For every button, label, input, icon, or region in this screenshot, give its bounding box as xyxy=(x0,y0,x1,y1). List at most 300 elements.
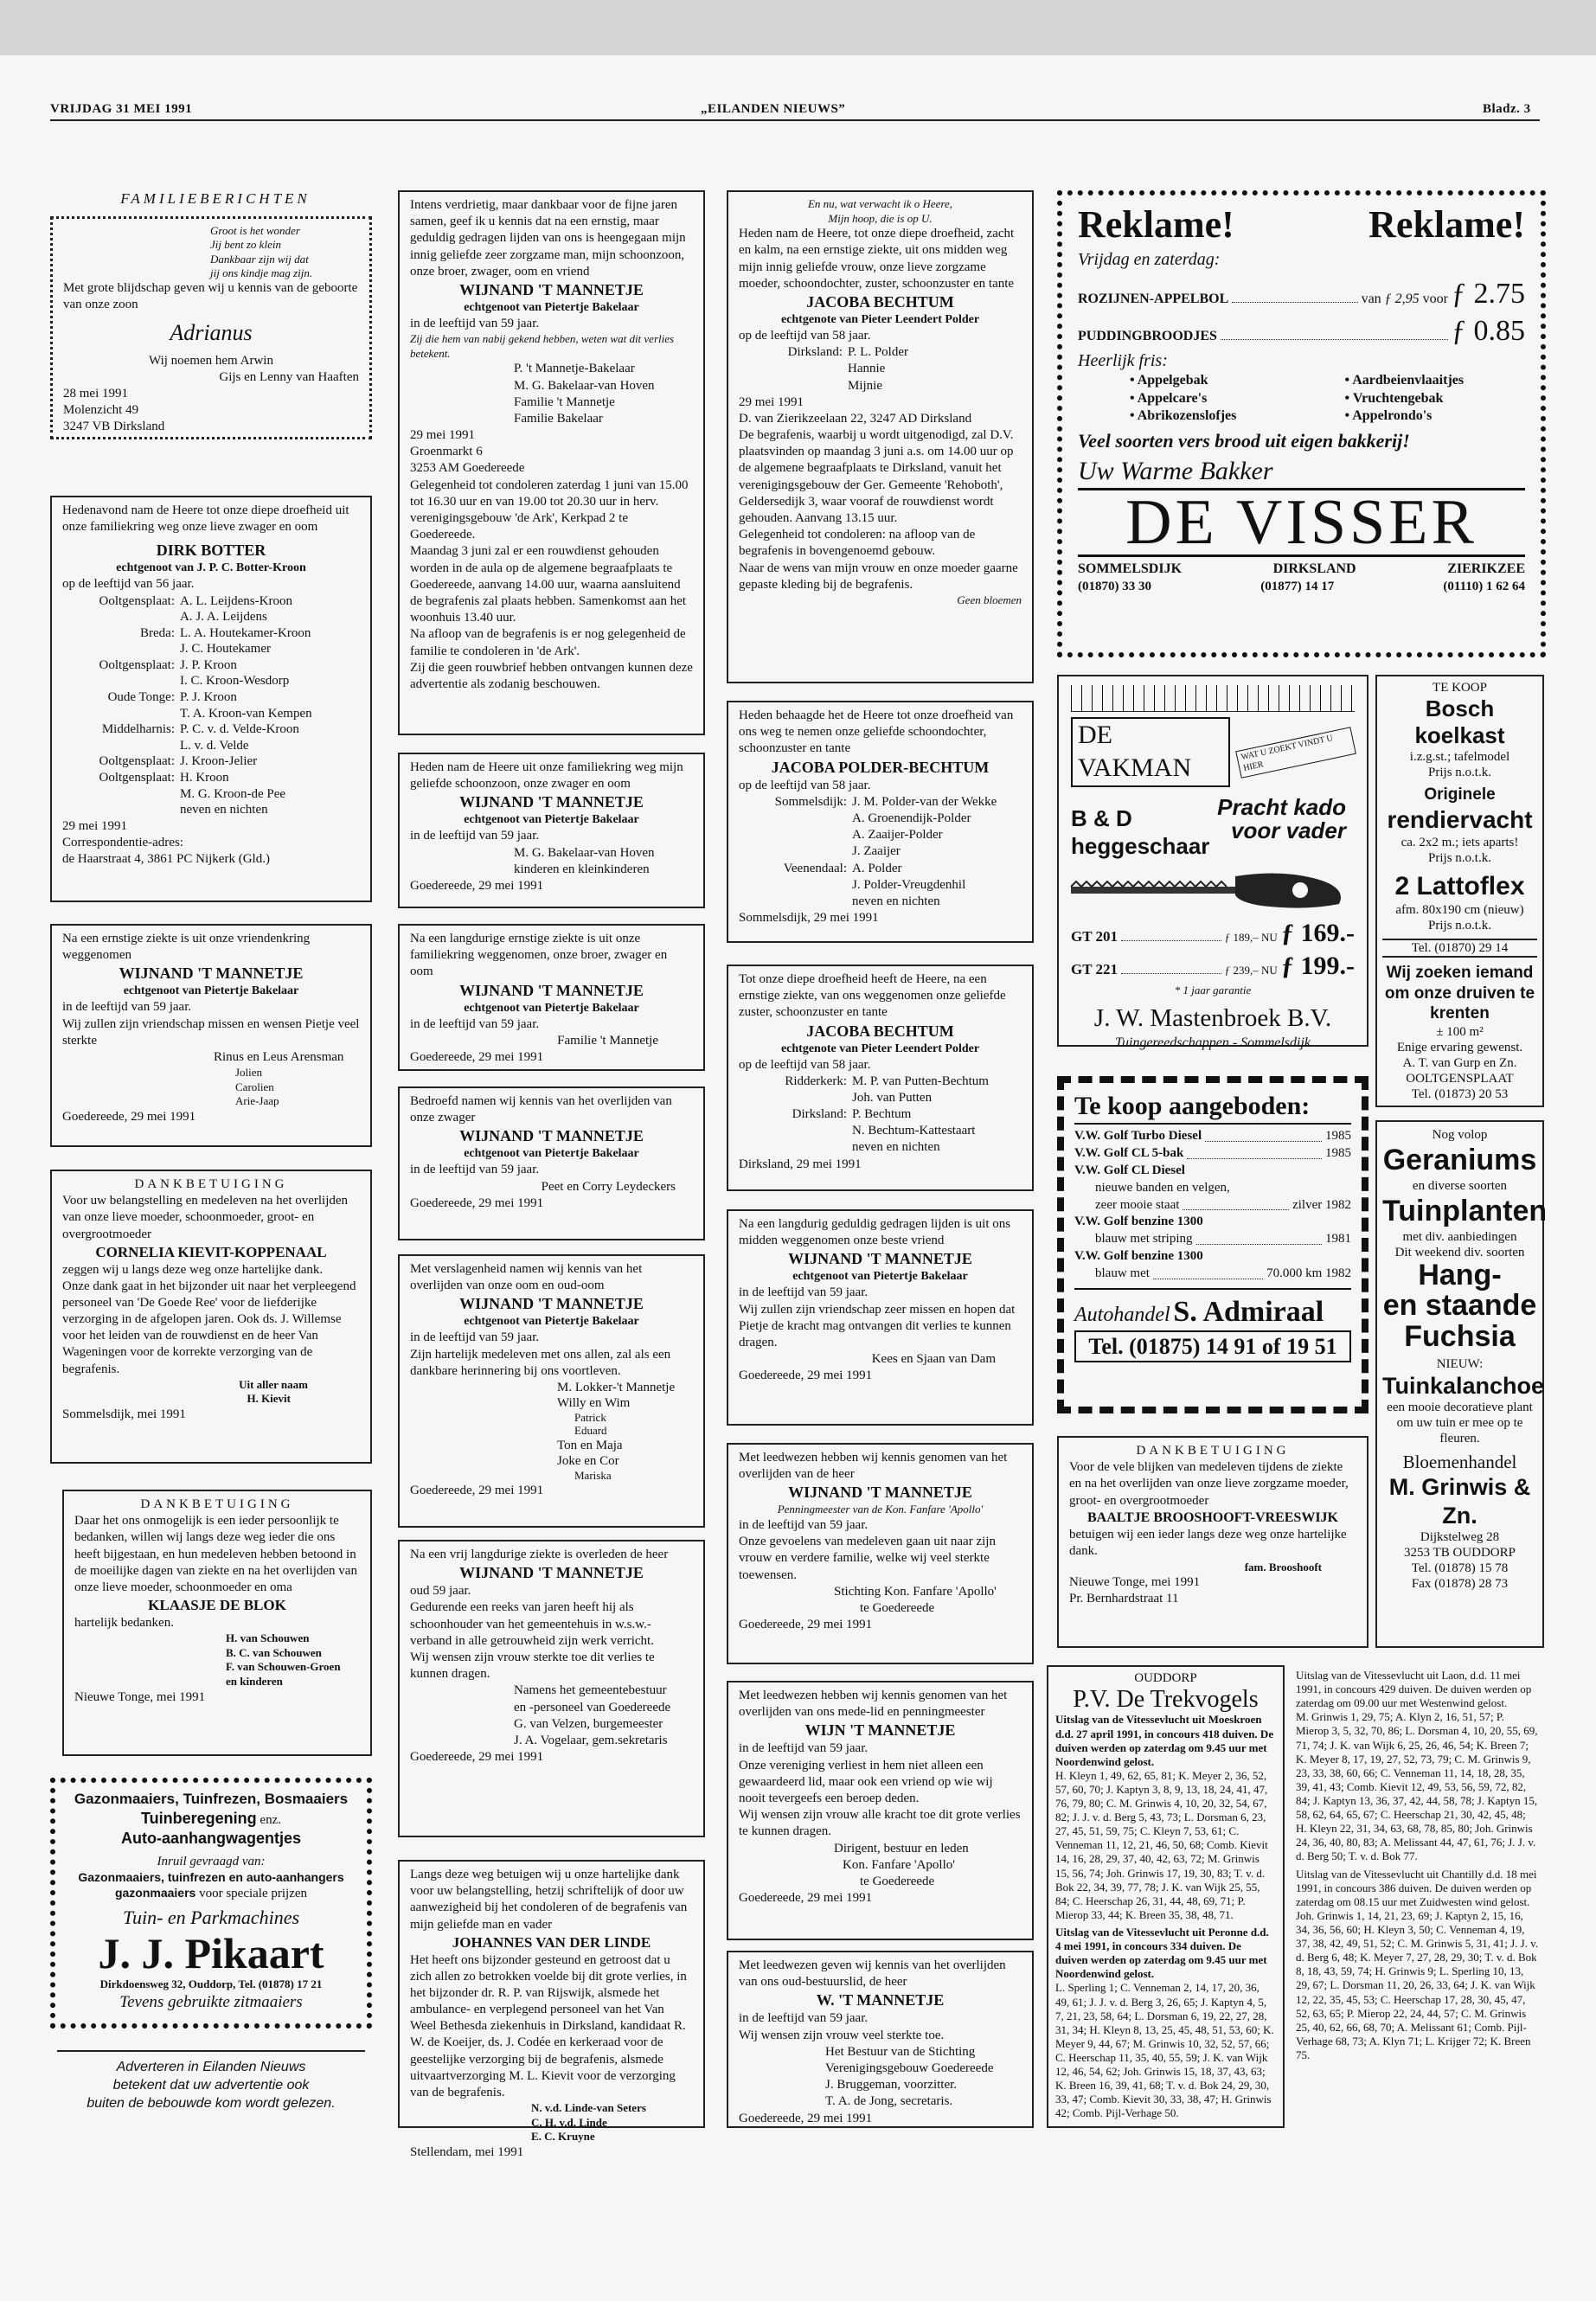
relative-place: Sommelsdijk: xyxy=(774,794,847,809)
obituary-text: Wij zullen zijn vriendschap zeer missen en hopen dat Pietje de kracht mag ontvangen dit verlies te kunnen dragen. xyxy=(739,1302,1016,1349)
relative-row xyxy=(62,786,360,803)
relative-names: A. L. Leijdens-Kroon xyxy=(180,593,292,608)
obituary-address: 3253 AM Goedereede xyxy=(410,461,525,476)
deceased-spouse: echtgenoot van Pietertje Bakelaar xyxy=(464,1147,639,1161)
relative-place: Ooltgensplaat: xyxy=(99,657,175,672)
birth-address: 3247 VB Dirksland xyxy=(63,420,165,434)
obituary-text: Zij die geen rouwbrief hebben ontvangen kunnen deze advertentie als zodanig beschouwen. xyxy=(410,660,693,691)
header-rule xyxy=(50,119,1540,121)
pastry-item: Appelcare's xyxy=(1137,390,1208,406)
ad-brand: J. J. Pikaart xyxy=(98,1929,324,1978)
obituary-intro: Bedroefd namen wij kennis van het overlijden van onze zwager xyxy=(410,1094,672,1125)
signature: Patrick xyxy=(574,1410,606,1424)
ad-admiraal xyxy=(1057,1076,1368,1413)
product-price: ƒ 2.75 xyxy=(1452,277,1525,310)
relative-row xyxy=(62,657,360,674)
ad-grinwis xyxy=(1375,1120,1548,1648)
ad-phone: Tel. (01878) 15 78 xyxy=(1411,1561,1509,1576)
ad-reklame: Reklame! xyxy=(1078,203,1234,246)
deceased-spouse: echtgenoot van Pietertje Bakelaar xyxy=(464,813,639,827)
ad-product: 2 Lattoflex xyxy=(1394,871,1525,901)
relative-place xyxy=(62,802,180,818)
pastry-item: Appelgebak xyxy=(1137,373,1208,388)
car-listing xyxy=(1074,1214,1351,1231)
race-heading: Uitslag van de Vitessevlucht uit Chantilly d.d. 18 mei 1991, in concours 386 duiven. De duiven werden op zaterdag om 08.15 uur met Zuidwesten wind gelost. xyxy=(1296,1867,1537,1908)
ad-product: Tuinplanten xyxy=(1382,1194,1548,1227)
signature: Ton en Maja xyxy=(557,1439,623,1453)
relative-row xyxy=(62,641,360,657)
dot-leader xyxy=(1196,1231,1323,1245)
obituary-intro: Met leedwezen geven wij kennis van het overlijden van ons oud-bestuurslid, de heer xyxy=(739,1958,1006,1990)
deceased-spouse: echtgenote van Pieter Leendert Polder xyxy=(780,313,980,327)
ad-product: Bosch koelkast xyxy=(1414,695,1505,749)
obituary-quote: Zij die hem van nabij gekend hebben, weten wat dit verlies betekent. xyxy=(410,332,675,360)
ad-line: ca. 2x2 m.; iets aparts! xyxy=(1401,835,1519,849)
ad-line: met div. aanbiedingen xyxy=(1402,1229,1517,1244)
relative-names: A. Polder xyxy=(852,861,902,875)
model-name: GT 201 xyxy=(1071,927,1118,945)
deceased-spouse: echtgenoot van J. P. C. Botter-Kroon xyxy=(116,561,306,575)
obituary-intro: Heden nam de Heere uit onze familiekring weg mijn geliefde schoonzoon, onze zwager en oom xyxy=(410,760,683,792)
obituary-address: Groenmarkt 6 xyxy=(410,445,483,459)
obituary-note: Geen bloemen xyxy=(957,593,1022,606)
deceased-name: WIJNAND 'T MANNETJE xyxy=(459,981,644,999)
obituary-intro: Intens verdrietig, maar dankbaar voor de fijne jaren samen, geef ik u kennis dat na een ernstig, maar geduldig gedragen lijden van ons is heengegaan mijn innig geliefde zeer zorgzame man, mijn schoonzoon, onze broer, zwager, oom en vriend xyxy=(410,198,686,279)
car-name: V.W. Golf CL Diesel xyxy=(1074,1163,1185,1177)
signature: Willy en Wim xyxy=(557,1395,631,1410)
relative-place xyxy=(739,1123,852,1139)
store-location: DIRKSLAND xyxy=(1272,561,1356,577)
relative-names: neven en nichten xyxy=(852,894,940,908)
obituary-footer: Goedereede, 29 mei 1991 xyxy=(739,1368,873,1383)
ad-de-visser: Reklame! Reklame! Vrijdag en zaterdag: ROZIJNEN-APPELBOL van ƒ 2,95 voor ƒ 2.75 PUDDINGBROODJES ƒ 0.85 Heerlijk fris: • Appelgebak • Appelcare's • Abrikozenslofjes • Aardbeienvlaaitjes • Vruchtengebak • Appelrondo's Veel soorten vers brood uit eigen bakkerij! Uw Warme Bakker DE VISSER SOMMELSDIJK DIRKSLAND ZIERIKZEE (01870) 33 30 (01877) 14 17 (01110) 1 62 64 xyxy=(1057,190,1546,657)
club-name: P.V. De Trekvogels xyxy=(1073,1685,1259,1713)
relative-names: A. Zaaijer-Polder xyxy=(852,828,943,843)
ad-line: Bloemenhandel xyxy=(1402,1452,1517,1473)
obituary-footer: Goedereede, 29 mei 1991 xyxy=(410,1049,544,1064)
ad-line: voor speciale prijzen xyxy=(199,1887,308,1901)
ad-line: Wij zoeken iemand om onze druiven te krenten xyxy=(1384,963,1535,1023)
relative-names: T. A. Kroon-van Kempen xyxy=(180,706,312,721)
car-name: V.W. Golf Turbo Diesel xyxy=(1074,1129,1202,1144)
obituary-text: Onze vereniging verliest in hem niet alleen een gewaardeerd lid, maar ook een vriend op wie wij nooit tevergeefs een beroep deden. xyxy=(739,1758,993,1805)
car-listing xyxy=(1074,1231,1351,1248)
relative-place xyxy=(739,1090,852,1106)
thanks-text: Voor de vele blijken van medeleven tijdens de ziekte en na het overlijden van onze lieve zorgzame moeder, groot- en overgrootmoeder xyxy=(1069,1460,1349,1508)
thanks-title: DANKBETUIGING xyxy=(134,1177,288,1191)
thanks-address: Nieuwe Tonge, mei 1991 xyxy=(1069,1575,1201,1590)
car-name: V.W. Golf benzine 1300 xyxy=(1074,1248,1203,1263)
deceased-name: WIJNAND 'T MANNETJE xyxy=(788,1484,972,1502)
signature: en kinderen xyxy=(226,1674,283,1688)
car-name: V.W. Golf CL 5-bak xyxy=(1074,1146,1184,1161)
old-price: ƒ 189,– NU xyxy=(1224,930,1278,944)
ad-address: Dijkstelweg 28 xyxy=(1420,1530,1500,1545)
birth-nickname: Wij noemen hem Arwin xyxy=(149,353,273,368)
obituary-intro: Hedenavond nam de Heere tot onze diepe droefheid uit onze familiekring weg onze lieve zwager en oom xyxy=(62,503,349,535)
obituary-text: Maandag 3 juni zal er een rouwdienst gehouden worden in de aula op de algemene begraafplaats te Goedereede, aanvang 14.00 uur, waarna aansluitend de begrafenis zal plaats hebben. Samenkomst aan het woonhuis 13.40 uur. xyxy=(410,544,687,625)
obituary-wijnand-6 xyxy=(398,1540,705,1837)
obituary-bechtum-2 xyxy=(727,701,1034,943)
ad-line: B & D xyxy=(1071,804,1132,831)
relative-names: N. Bechtum-Kattestaart xyxy=(852,1124,976,1138)
section-title: FAMILIEBERICHTEN xyxy=(120,190,311,207)
deceased-age: in de leeftijd van 59 jaar. xyxy=(739,1285,869,1300)
relative-names: L. A. Houtekamer-Kroon xyxy=(180,625,311,640)
ad-pikaart xyxy=(50,1778,372,2029)
relative-names: M. P. van Putten-Bechtum xyxy=(852,1074,989,1088)
relative-names: M. G. Kroon-de Pee xyxy=(180,786,286,801)
signature: Familie 't Mannetje xyxy=(514,394,615,409)
deceased-age: op de leeftijd van 58 jaar. xyxy=(739,778,871,792)
obituary-intro: Na een langdurig geduldig gedragen lijden is uit ons midden weggenomen onze beste vriend xyxy=(739,1217,1011,1248)
deceased-name: JACOBA POLDER-BECHTUM xyxy=(771,758,990,776)
signature: Verenigingsgebouw Goedereede xyxy=(825,2061,994,2075)
relative-names: P. J. Kroon xyxy=(180,690,237,705)
product-price: ƒ 169.- xyxy=(1281,918,1355,947)
dot-leader xyxy=(1185,1163,1351,1180)
signature: Het Bestuur van de Stichting xyxy=(825,2044,976,2059)
relative-names: P. C. v. d. Velde-Kroon xyxy=(180,722,299,737)
ad-line: Heerlijk fris: xyxy=(1078,350,1168,370)
signature: Peet en Corry Leydeckers xyxy=(541,1179,676,1194)
ad-line: Tuingereedschappen - Sommelsdijk xyxy=(1114,1035,1311,1051)
obituary-botter xyxy=(50,496,372,902)
relative-place xyxy=(739,827,852,843)
family-member: Mijnie xyxy=(848,378,882,393)
poem-line: jij ons kindje mag zijn. xyxy=(210,266,313,279)
obituary-date: 29 mei 1991 xyxy=(62,818,127,833)
signature: P. 't Mannetje-Bakelaar xyxy=(514,362,635,376)
signature: H. Kievit xyxy=(247,1392,291,1406)
ad-line: Uw Warme Bakker xyxy=(1078,456,1273,485)
relative-row xyxy=(739,894,1022,910)
relative-place: Ooltgensplaat: xyxy=(99,754,175,769)
race-heading: Uitslag van de Vitessevlucht uit Laon, d.d. 11 mei 1991, in concours 429 duiven. De duiven werden op zaterdag om 09.00 uur met Westenwind gelost. xyxy=(1296,1669,1532,1710)
obituary-intro: Met leedwezen hebben wij kennis genomen van het overlijden van ons mede-lid en penningmeester xyxy=(739,1689,1008,1720)
relative-names: I. C. Kroon-Wesdorp xyxy=(180,674,290,689)
obituary-wijnand-10 xyxy=(727,1951,1034,2128)
signature: kinderen en kleinkinderen xyxy=(514,862,650,876)
deceased-age: in de leeftijd van 59 jaar. xyxy=(410,1163,540,1177)
deceased-age: oud 59 jaar. xyxy=(410,1584,471,1599)
ad-line: Prijs n.o.t.k. xyxy=(1428,918,1491,933)
obituary-intro: Na een langdurige ernstige ziekte is uit onze familiekring weggenomen, onze broer, zwager en oom xyxy=(410,932,668,979)
relative-place xyxy=(62,609,180,625)
pigeon-club-results-1 xyxy=(1047,1665,1285,2128)
poem-line: Groot is het wonder xyxy=(210,224,300,237)
ad-line: Vrijdag en zaterdag: xyxy=(1078,250,1221,269)
obituary-text: Na afloop van de begrafenis is er nog gelegenheid de familie te condoleren in 'de Ark'. xyxy=(410,627,686,658)
thanks-footer: Nieuwe Tonge, mei 1991 xyxy=(74,1689,206,1704)
car-listing xyxy=(1074,1145,1351,1163)
car-name: zeer mooie staat xyxy=(1095,1197,1180,1212)
relative-place xyxy=(739,1139,852,1156)
obituary-wijnand-9 xyxy=(727,1681,1034,1940)
deceased-age: in de leeftijd van 59 jaar. xyxy=(62,1000,192,1015)
relative-row xyxy=(62,721,360,738)
ad-line: Autohandel xyxy=(1074,1303,1170,1326)
signature: B. C. van Schouwen xyxy=(226,1645,322,1659)
signature: Familie Bakelaar xyxy=(514,411,603,426)
car-name: nieuwe banden en velgen, xyxy=(1095,1180,1230,1195)
obituary-footer: Goedereede, 29 mei 1991 xyxy=(410,1750,544,1765)
obituary-footer: Goedereede, 29 mei 1991 xyxy=(739,1891,873,1906)
deceased-name: WIJNAND 'T MANNETJE xyxy=(459,1127,644,1145)
obituary-text: Gelegenheid tot condoleren zaterdag 1 juni van 15.00 tot 16.30 uur en van 19.00 tot 20.30 uur in herv. verenigingsgebouw 'de Ark', Kerkpad 2 te Goedereede. xyxy=(410,478,689,542)
birth-address: Molenzicht 49 xyxy=(63,403,139,418)
car-year: 1981 xyxy=(1325,1232,1351,1247)
obituary-footer: Goedereede, 29 mei 1991 xyxy=(410,1483,544,1497)
ad-mastenbroek xyxy=(1057,675,1368,1051)
race-results: H. Kleyn 1, 49, 62, 65, 81; K. Meyer 2, 36, 52, 57, 60, 70; J. Kaptyn 3, 8, 9, 13, 18, 24, 41, 47, 76, 79, 80; C. M. Grinwis 4, 10, 20, 32, 54, 67, 82; J. J. v. d. Berg 5, 43, 73; L. Dorsman 6, 23, 27, 45, 51, 59, 75; C. Kleyn 7, 53, 61; C. Venneman 11, 12, 21, 46, 50, 68; Comb. Kievit 14, 16, 28, 29, 37, 40, 42, 63, 72; M. Grinwis 15, 56, 74; Joh. Grinwis 17, 19, 30, 83; T. v. d. Bok 22, 34, 39, 77, 78; J. K. van Wijk 25, 55, 84; C. Heerschap 26, 31, 44, 48, 69, 71; P. Mierop 33, 44; K. Breen 35, 38, 48, 71. xyxy=(1055,1768,1268,1921)
relative-place xyxy=(739,877,852,894)
signature: M. G. Bakelaar-van Hoven xyxy=(514,378,655,393)
relative-row xyxy=(62,673,360,689)
ad-line: Enige ervaring gewenst. xyxy=(1396,1041,1523,1055)
store-phone: (01877) 14 17 xyxy=(1260,579,1335,593)
ad-brand: DE VISSER xyxy=(1078,488,1525,557)
promo-line: Adverteren in Eilanden Nieuws xyxy=(116,2060,306,2074)
signature: fam. Brooshooft xyxy=(1244,1560,1322,1574)
thanks-text: Onze dank gaat in het bijzonder uit naar het verpleegend personeel van 'De Goede Ree' voor de liefderijke verzorging in de afgelopen jaren. Ook ds. J. Willemse voor het leiden van de rouwdienst en de heer Van Wageningen voor de korrekte verzorging van de begrafenis. xyxy=(62,1279,356,1376)
dot-leader xyxy=(1183,1197,1289,1211)
ad-fax: Fax (01878) 28 73 xyxy=(1411,1577,1509,1592)
thanks-address: Pr. Bernhardstraat 11 xyxy=(1069,1592,1179,1606)
ad-line: Inruil gevraagd van: xyxy=(157,1854,266,1868)
relative-row xyxy=(739,1123,1022,1139)
relative-names: A. J. A. Leijdens xyxy=(180,610,267,625)
deceased-spouse: echtgenoot van Pietertje Bakelaar xyxy=(464,1001,639,1015)
promo-notice xyxy=(57,2050,365,2111)
ad-line: TE KOOP xyxy=(1433,681,1487,695)
deceased-name: WIJN 'T MANNETJE xyxy=(804,1721,956,1740)
relative-row xyxy=(62,802,360,818)
birth-text: Met grote blijdschap geven wij u kennis van de geboorte van onze zoon xyxy=(63,281,358,312)
signature: Rinus en Leus Arensman xyxy=(214,1049,344,1064)
signature: F. van Schouwen-Groen xyxy=(226,1660,341,1674)
thanks-text: Het heeft ons bijzonder gesteund en getroost dat u zich allen zo betrokken voelde bij dit grote verlies, in het bijzonder dr. R. P. van Rijswijk, alsmede het ambulance- en verplegend personeel van het Van Weel Bethesda ziekenhuis in Dirksland, kandidaat R. W. de Koeijer, ds. J. Codée en kerkeraad voor de geestelijke verzorging bij de begrafenis, alsmede uitvaartverzorging M. L. Kievit voor de verzorging van de begrafenis. xyxy=(410,1952,687,2099)
obituary-intro: Met verslagenheid namen wij kennis van het overlijden van onze oom en oud-oom xyxy=(410,1262,643,1293)
deceased-age: op de leeftijd van 58 jaar. xyxy=(739,328,871,343)
ruler-decoration xyxy=(1071,685,1355,712)
deceased-age: in de leeftijd van 59 jaar. xyxy=(739,1518,869,1533)
obituary-intro: Na een ernstige ziekte is uit onze vriendenkring weggenomen xyxy=(62,932,311,963)
thanks-text: Daar het ons onmogelijk is een ieder persoonlijk te bedanken, willen wij langs deze weg ieder die ons heeft bijgestaan, en hun medeleven hebben betoond in de moeilijke dagen van ziekte en na het overlijden van onze lieve moeder, schoonmoeder en oma xyxy=(74,1514,357,1594)
ad-product: Tuinkalanchoe xyxy=(1382,1372,1545,1399)
relative-place xyxy=(62,738,180,754)
obituary-text: Onze gevoelens van medeleven gaan uit naar zijn vrouw en verdere familie, welke wij veel sterkte toewensen. xyxy=(739,1535,996,1582)
ad-address: Dirkdoensweg 32, Ouddorp, Tel. (01878) 17 21 xyxy=(99,1977,323,1991)
obituary-text: Zijn hartelijk medeleven met ons allen, zal als een dankbare herinnering bij ons voortleven. xyxy=(410,1347,671,1378)
car-name: blauw met xyxy=(1095,1266,1150,1280)
ad-phone: Tel. (01873) 20 53 xyxy=(1411,1087,1509,1102)
car-year: 1985 xyxy=(1325,1129,1351,1144)
relative-place xyxy=(62,706,180,722)
birth-date: 28 mei 1991 xyxy=(63,387,128,401)
signature: T. A. de Jong, secretaris. xyxy=(825,2094,953,2109)
ad-line: Auto-aanhangwagentjes xyxy=(120,1829,302,1847)
deceased-name: WIJNAND 'T MANNETJE xyxy=(459,793,644,811)
obituary-intro: Met leedwezen hebben wij kennis genomen van het overlijden van de heer xyxy=(739,1451,1008,1482)
car-listing xyxy=(1074,1163,1351,1180)
deceased-name: WIJNAND 'T MANNETJE xyxy=(459,280,644,298)
deceased-spouse: echtgenoot van Pietertje Bakelaar xyxy=(792,1270,968,1284)
relative-place: Veenendaal: xyxy=(783,861,847,875)
relative-names: J. Kroon-Jelier xyxy=(180,754,258,769)
ad-brand: M. Grinwis & Zn. xyxy=(1388,1474,1531,1529)
ad-product: en staande xyxy=(1382,1289,1537,1323)
deceased-age: op de leeftijd van 56 jaar. xyxy=(62,577,195,592)
signature: G. van Velzen, burgemeester xyxy=(514,1716,663,1731)
signature: Mariska xyxy=(574,1469,612,1483)
ad-stamp: WAT U ZOEKT VINDT U HIER xyxy=(1235,727,1356,778)
ad-product: Geraniums xyxy=(1382,1144,1537,1176)
obituary-text: Wij zullen zijn vriendschap missen en wensen Pietje veel sterkte xyxy=(62,1016,360,1048)
relative-row xyxy=(739,794,1022,811)
ad-line: Nog volop xyxy=(1432,1128,1488,1142)
deceased-name: BAALTJE BROOSHOOFT-VREESWIJK xyxy=(1086,1509,1338,1525)
ad-brand: DE VAKMAN xyxy=(1071,717,1230,787)
deceased-age: in de leeftijd van 59 jaar. xyxy=(410,829,540,843)
family-member: P. L. Polder xyxy=(848,345,909,360)
deceased-name: JACOBA BECHTUM xyxy=(806,1022,954,1040)
relative-row xyxy=(739,811,1022,827)
relative-place: Breda: xyxy=(140,625,175,640)
pastry-item: Abrikozenslofjes xyxy=(1137,408,1237,424)
thanks-kievit xyxy=(50,1170,372,1464)
ad-line: Originele xyxy=(1424,785,1496,804)
relative-row xyxy=(62,706,360,722)
thanks-text: hartelijk bedanken. xyxy=(74,1615,174,1630)
obituary-intro: Tot onze diepe droefheid heeft de Heere, na een ernstige ziekte, van ons weggenomen onze geliefde zuster, schoonzuster en tante xyxy=(739,972,1006,1020)
product-price: ƒ 199.- xyxy=(1281,952,1355,981)
ad-line: Gazonmaaiers, Tuinfrezen, Bosmaaiers xyxy=(74,1791,349,1807)
deceased-name: WIJNAND 'T MANNETJE xyxy=(459,1564,644,1582)
car-listing xyxy=(1074,1248,1351,1266)
price-label: voor xyxy=(1422,291,1448,306)
obituary-footer: Goedereede, 29 mei 1991 xyxy=(739,2111,873,2125)
ad-address: 3253 TB OUDDORP xyxy=(1404,1546,1516,1561)
relative-names: neven en nichten xyxy=(852,1140,940,1155)
signature: Arie-Jaap xyxy=(235,1094,279,1108)
thanks-title: DANKBETUIGING xyxy=(140,1497,294,1511)
ad-phone: Tel. (01875) 14 91 of 19 51 xyxy=(1074,1330,1351,1362)
race-results: M. Grinwis 1, 29, 75; A. Klyn 2, 16, 51, 57; P. Mierop 3, 5, 32, 70, 86; L. Dorsman 4, 10, 20, 55, 69, 71, 74; J. K. van Wijk 6, 25, 26, 46, 54; K. Breen 7; K. Meyer 8, 17, 19, 27, 52, 73, 79; C. M. Grinwis 9, 23, 33, 38, 60, 66; C. Venneman 11, 14, 18, 28, 35, 39, 41, 43; Comb. Kievit 12, 49, 53, 56, 59, 72, 82, 84; J. Kaptyn 13, 36, 37, 42, 44, 58, 78; J. Kaptyn 15, 58, 62, 64, 65, 67; C. Heerschap 21, 30, 42, 45, 48; H. Kleyn 22, 31, 34, 63, 68, 78, 85, 80; Joh. Grinwis 24, 36, 40, 80, 83; A. Melissant 44, 47, 61, 76; J. J. v. d. Berg 50; T. v. d. Bok 77. xyxy=(1296,1710,1538,1863)
relative-row xyxy=(739,843,1022,860)
family-member: Hannie xyxy=(848,362,886,376)
club-place: OUDDORP xyxy=(1134,1671,1197,1685)
thanks-footer: Sommelsdijk, mei 1991 xyxy=(62,1407,186,1422)
relative-row xyxy=(62,753,360,770)
deceased-name: DIRK BOTTER xyxy=(156,542,266,560)
relative-names: P. Bechtum xyxy=(852,1107,912,1122)
pastry-item: Appelrondo's xyxy=(1352,408,1433,424)
signature: te Goedereede xyxy=(860,1874,935,1888)
deceased-age: in de leeftijd van 59 jaar. xyxy=(739,2011,869,2026)
ad-product: Fuchsia xyxy=(1404,1319,1516,1353)
ad-product: Hang- xyxy=(1418,1258,1502,1292)
relative-names: L. v. d. Velde xyxy=(180,738,249,753)
dot-leader xyxy=(1153,1266,1263,1279)
header-paper-name: „EILANDEN NIEUWS” xyxy=(701,102,846,116)
pigeon-club-results-2 xyxy=(1291,1665,1544,2128)
signature: Familie 't Mannetje xyxy=(557,1033,658,1048)
child-name: Adrianus xyxy=(170,320,253,346)
dot-leader xyxy=(1230,1180,1351,1197)
obituary-address: D. van Zierikzeelaan 22, 3247 AD Dirksland xyxy=(739,411,972,426)
deceased-role: Penningmeester van de Kon. Fanfare 'Apollo' xyxy=(777,1503,984,1516)
dot-leader xyxy=(1187,1145,1322,1159)
signature: Uit aller naam xyxy=(239,1377,308,1391)
store-phone: (01870) 33 30 xyxy=(1078,579,1151,593)
car-name: V.W. Golf benzine 1300 xyxy=(1074,1215,1203,1229)
obituary-text: Gelegenheid tot condoleren: na afloop van de begrafenis in bovengenoemd gebouw. xyxy=(739,528,976,559)
ad-company: J. W. Mastenbroek B.V. xyxy=(1093,1004,1332,1033)
relative-row xyxy=(62,689,360,706)
car-year: 1985 xyxy=(1325,1146,1351,1161)
obituary-intro: Heden nam de Heere, tot onze diepe droefheid, zacht en kalm, na een ernstige ziekte, uit ons midden weg mijn innig geliefde vrouw, onze lieve zorgzame moeder, schoondochter, zuster, schoonzuster en tante xyxy=(739,227,1015,291)
deceased-spouse: echtgenoot van Pietertje Bakelaar xyxy=(464,300,639,314)
old-price: ƒ 239,– NU xyxy=(1224,964,1278,977)
relative-names: J. Zaaijer xyxy=(852,844,901,859)
obituary-footer: Goedereede, 29 mei 1991 xyxy=(410,1195,544,1210)
product-name: PUDDINGBROODJES xyxy=(1078,329,1217,344)
relative-row xyxy=(739,1074,1022,1090)
obituary-wijnand-2 xyxy=(398,753,705,908)
relative-place xyxy=(739,894,852,910)
deceased-name: WIJNAND 'T MANNETJE xyxy=(119,965,304,983)
ad-brand: S. Admiraal xyxy=(1173,1295,1324,1328)
ad-line: i.z.g.st.; tafelmodel xyxy=(1409,750,1510,765)
car-year: 70.000 km 1982 xyxy=(1266,1266,1351,1280)
car-listing xyxy=(1074,1197,1351,1215)
deceased-age: in de leeftijd van 59 jaar. xyxy=(410,316,540,330)
race-heading: Uitslag van de Vitessevlucht uit Moeskroen d.d. 27 april 1991, in concours 418 duiven. De duiven werden op zaterdag om 9.45 uur met Noordenwind gelost. xyxy=(1055,1713,1274,1768)
signature: Jolien xyxy=(235,1066,263,1080)
ad-name: A. T. van Gurp en Zn. xyxy=(1402,1056,1517,1071)
model-name: GT 221 xyxy=(1071,961,1118,978)
promo-line: buiten de bebouwde kom wordt gelezen. xyxy=(87,2095,336,2111)
signature: J. Bruggeman, voorzitter. xyxy=(825,2078,958,2093)
thanks-text: Langs deze weg betuigen wij u onze hartelijke dank voor uw belangstelling, hetzij schriftelijk of door uw aanwezigheid bij het condoleren of de begrafenis van mijn geliefde man en vader xyxy=(410,1868,688,1932)
car-name: blauw met striping xyxy=(1095,1232,1193,1247)
obituary-wijnand-3 xyxy=(398,924,705,1071)
deceased-name: KLAASJE DE BLOK xyxy=(148,1597,286,1614)
thanks-deblok xyxy=(62,1490,372,1756)
relative-row xyxy=(739,877,1022,894)
pastry-item: Aardbeienvlaaitjes xyxy=(1352,373,1465,388)
signature: Eduard xyxy=(574,1424,607,1438)
ad-line: Prijs n.o.t.k. xyxy=(1428,850,1491,865)
hedge-trimmer-icon xyxy=(1071,869,1356,913)
relative-names: J. C. Houtekamer xyxy=(180,642,271,657)
thanks-text: betuigen wij een ieder langs deze weg onze hartelijke dank. xyxy=(1069,1528,1347,1559)
signature: Dirigent, bestuur en leden xyxy=(834,1841,969,1856)
obituary-intro: Na een vrij langdurige ziekte is overleden de heer xyxy=(410,1548,669,1561)
signature: M. G. Bakelaar-van Hoven xyxy=(514,845,655,860)
signature: M. Lokker-'t Mannetje xyxy=(557,1380,676,1394)
relative-place: Ridderkerk: xyxy=(785,1074,847,1088)
relative-names: A. Groenendijk-Polder xyxy=(852,811,971,825)
ad-line: Dit weekend div. soorten xyxy=(1394,1245,1525,1259)
thanks-title: DANKBETUIGING xyxy=(1136,1444,1290,1458)
obituary-wijnand-1 xyxy=(398,190,705,735)
ad-line: Pracht kado xyxy=(1217,793,1346,820)
car-listing xyxy=(1074,1266,1351,1283)
relative-place xyxy=(739,811,852,827)
relative-place xyxy=(62,786,180,803)
